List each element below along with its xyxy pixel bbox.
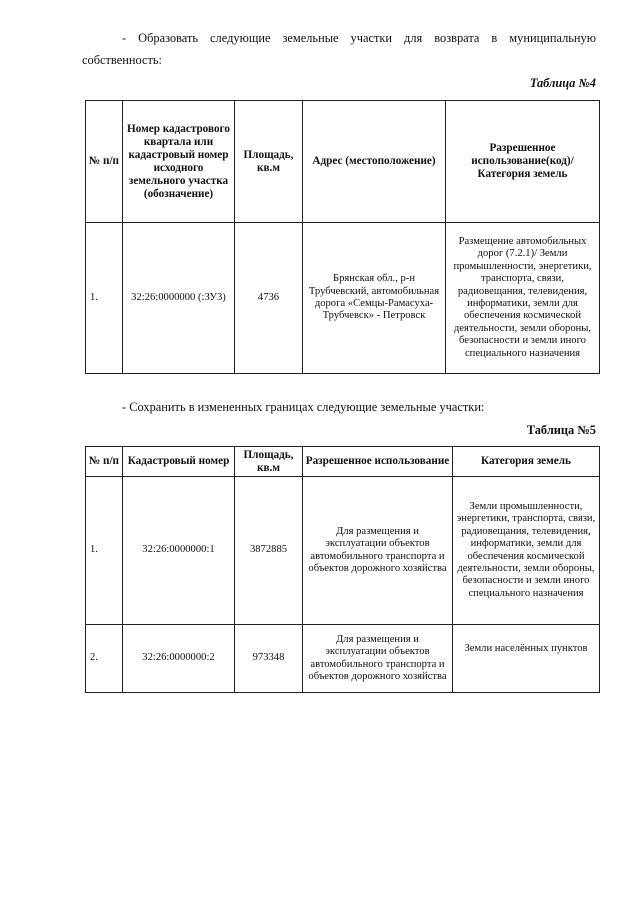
table5-caption: Таблица №5 <box>526 423 596 437</box>
table4-cell: Брянская обл., р-н Трубчевский, автомобильная дорога «Семцы-Рамасуха-Трубчевск» - Петровск <box>303 223 446 374</box>
table4-cell: 4736 <box>235 223 303 374</box>
table4-header-row <box>86 101 600 223</box>
table5-header: Кадастровый номер <box>123 447 235 477</box>
table4-header: Разрешенное использование(код)/ Категория земель <box>446 101 600 223</box>
table5-cell: Земли промышленности, энергетики, транспорта, связи, радиовещания, телевидения, информатики, земли для обеспечения космической деятельности, земли обороны, безопасности и земли иного специального назначения <box>453 477 600 625</box>
table4-cell: 32:26:0000000 (:ЗУ3) <box>123 223 235 374</box>
table5-header-row <box>86 447 600 477</box>
table4-header: Номер кадастрового квартала или кадастровый номер исходного земельного участка (обозначение) <box>123 101 235 223</box>
table5-header: Категория земель <box>453 447 600 477</box>
paragraph-form-plots: - Образовать следующие земельные участки для возврата в муниципальную собственность: <box>82 31 596 67</box>
table4-header: Адрес (местоположение) <box>303 101 446 223</box>
paragraph-keep-plots: - Сохранить в измененных границах следующие земельные участки: <box>122 400 485 414</box>
table4-header: Площадь, кв.м <box>235 101 303 223</box>
table5-cell: 1. <box>86 477 123 625</box>
table4-header: № п/п <box>86 101 123 223</box>
table5-cell: 3872885 <box>235 477 303 625</box>
table5-cell: Для размещения и эксплуатации объектов автомобильного транспорта и объектов дорожного хозяйства <box>303 477 453 625</box>
table5-header: № п/п <box>86 447 123 477</box>
table-row <box>86 625 600 693</box>
table5-header: Разрешенное использование <box>303 447 453 477</box>
table5-cell: 32:26:0000000:2 <box>123 625 235 693</box>
table4-cell: Размещение автомобильных дорог (7.2.1)/ Земли промышленности, энергетики, транспорта, связи, радиовещания, телевидения, информатики, земли для обеспечения космической деятельности, земли обороны, безопасности и земли иного специального назначения <box>446 223 600 374</box>
table4-cell: 1. <box>86 223 123 374</box>
table5-cell: 32:26:0000000:1 <box>123 477 235 625</box>
table-row <box>86 477 600 625</box>
table5-cell: 973348 <box>235 625 303 693</box>
table-row <box>86 223 600 374</box>
table5-cell: Для размещения и эксплуатации объектов автомобильного транспорта и объектов дорожного хозяйства <box>303 625 453 693</box>
table5-cell: Земли населённых пунктов <box>453 625 600 693</box>
table-5 <box>85 446 600 693</box>
table5-header: Площадь, кв.м <box>235 447 303 477</box>
table-4 <box>85 100 600 374</box>
table4-caption: Таблица №4 <box>529 76 596 90</box>
table5-cell: 2. <box>86 625 123 693</box>
